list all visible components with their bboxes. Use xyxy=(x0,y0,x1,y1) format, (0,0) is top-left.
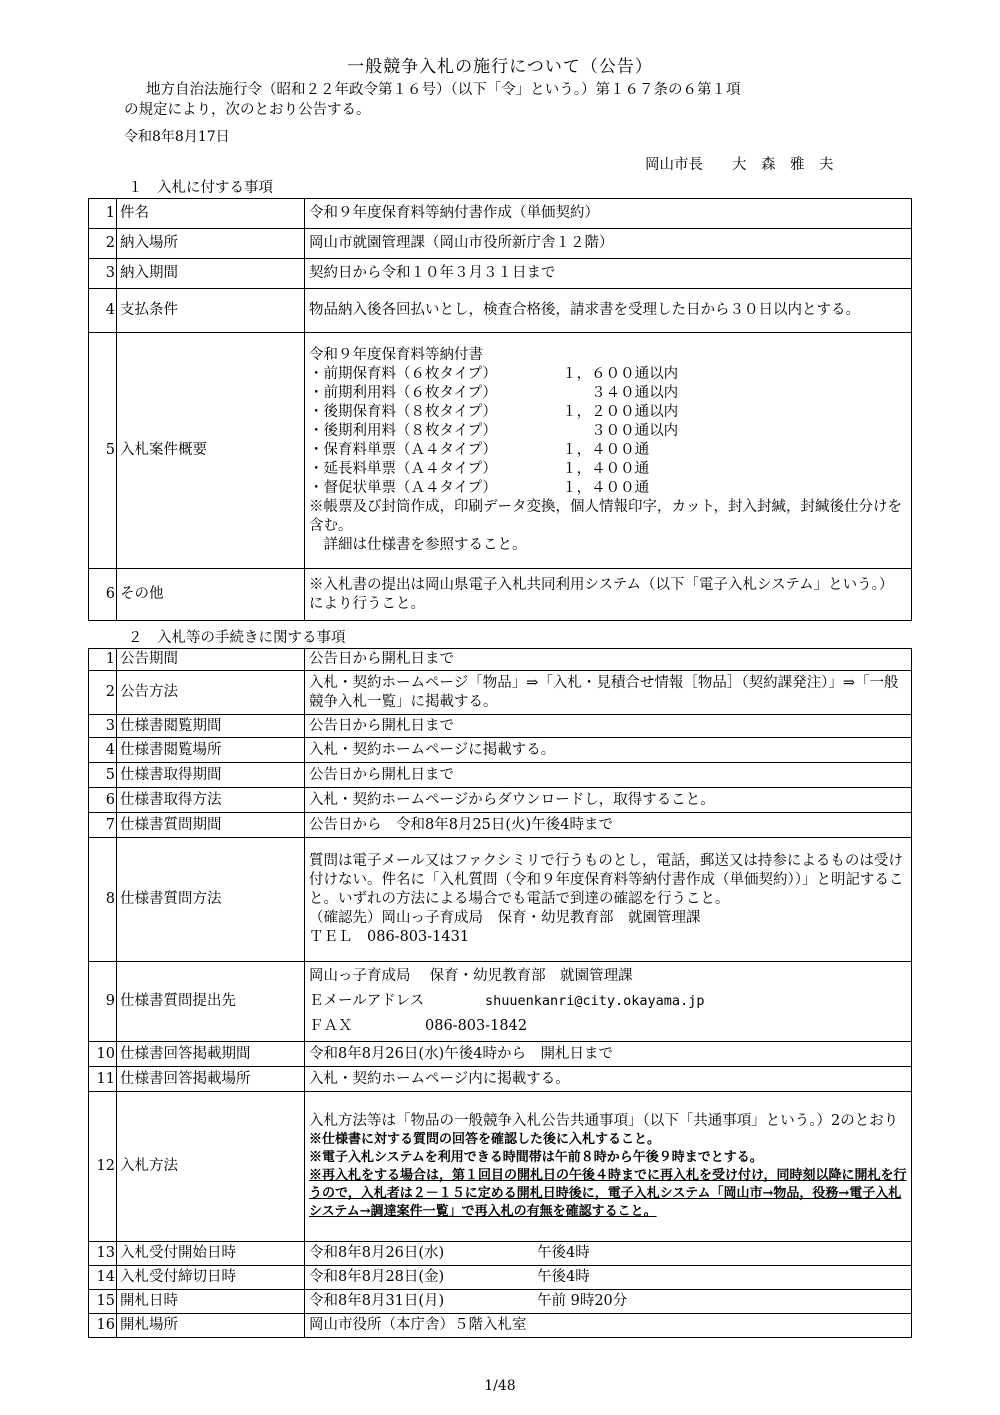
table-row xyxy=(89,259,912,289)
section-1-heading: １ 入札に付する事項 xyxy=(128,180,273,196)
row-number: 4 xyxy=(89,738,117,763)
section-1-table xyxy=(88,198,912,621)
row-content: 令和8年8月26日(水)午後4時から 開札日まで xyxy=(305,1042,912,1067)
signer: 岡山市長 大 森 雅 夫 xyxy=(645,157,834,173)
row-content: 公告日から開札日まで xyxy=(305,763,912,788)
row-content xyxy=(305,962,912,1042)
row-number: 16 xyxy=(89,1314,117,1338)
email-address: shuuenkanri@city.okayama.jp xyxy=(485,993,705,1009)
row-number: 15 xyxy=(89,1290,117,1314)
row-content xyxy=(305,1290,912,1314)
row-label: 納入場所 xyxy=(117,229,305,259)
row-number: 13 xyxy=(89,1242,117,1266)
row-content: 岡山市就園管理課（岡山市役所新庁舎１２階） xyxy=(305,229,912,259)
row-content: 入札・契約ホームページに掲載する。 xyxy=(305,738,912,763)
intro-paragraph xyxy=(124,80,914,120)
table-row xyxy=(89,1242,912,1266)
bid-note-3: ※再入札をする場合は，第１回目の開札日の午後４時までに再入札を受け付け，同時刻以降に開札を行うので，入札者は２－１５に定める開札日時後に，電子入札システム「岡山市→物品，役務→電子入札システム→調達案件一覧」で再入札の有無を確認すること。 xyxy=(309,1168,907,1219)
table-row xyxy=(89,838,912,962)
notice-date: 令和8年8月17日 xyxy=(124,129,230,145)
section-2-table xyxy=(88,648,912,1338)
table-row xyxy=(89,229,912,259)
intro-line-2: の規定により，次のとおり公告する。 xyxy=(124,102,371,118)
row-label: 仕様書閲覧場所 xyxy=(117,738,305,763)
table-row xyxy=(89,1092,912,1242)
page-number: 1/48 xyxy=(484,1378,516,1394)
row-number: 6 xyxy=(89,569,117,621)
row-content: 契約日から令和１０年３月３１日まで xyxy=(305,259,912,289)
opening-date: 令和8年8月31日(月) xyxy=(309,1293,445,1309)
table-row xyxy=(89,289,912,333)
row-content: 令和９年度保育料等納付書 ・前期保育料（６枚タイプ） １，６００通以内 ・前期利用料（６枚タイプ） ３４０通以内 ・後期保育料（８枚タイプ） １，２００通以内 ・後期利用料（８枚タイプ） ３００通以内 ・保育料単票（Ａ４タイプ） １，４００通 ・延長料単票（Ａ４タイプ） １，４００通 ・督促状単票（Ａ４タイプ） １，４００通 ※帳票及び封筒作成，印刷データ変換，個人情報印字，カット，封入封緘，封緘後仕分けを含む。 詳細は仕様書を参照すること。 xyxy=(305,333,912,569)
row-number: 2 xyxy=(89,671,117,715)
bid-note-2: ※電子入札システムを利用できる時間帯は午前８時から午後９時までとする。 xyxy=(309,1150,763,1165)
row-number: 2 xyxy=(89,229,117,259)
table-row xyxy=(89,763,912,788)
table-row xyxy=(89,199,912,229)
row-content: 質問は電子メール又はファクシミリで行うものとし，電話，郵送又は持参によるものは受け付けない。件名に「入札質問（令和９年度保育料等納付書作成（単価契約））」と明記すること。いずれの方法による場合でも電話で到達の確認を行うこと。 （確認先）岡山っ子育成局 保育・幼児教育部 就園管理課 ＴＥＬ 086-803-1431 xyxy=(305,838,912,962)
section-2-heading: ２ 入札等の手続きに関する事項 xyxy=(128,630,346,646)
row-label: 開札場所 xyxy=(117,1314,305,1338)
fax-label: ＦＡＸ xyxy=(309,1018,353,1034)
row-number: 6 xyxy=(89,788,117,813)
row-number: 8 xyxy=(89,838,117,962)
row-label: 件名 xyxy=(117,199,305,229)
row-label: 仕様書回答掲載場所 xyxy=(117,1067,305,1092)
row-label: 開札日時 xyxy=(117,1290,305,1314)
row-label: 仕様書質問期間 xyxy=(117,813,305,838)
row-content xyxy=(305,1266,912,1290)
table-row xyxy=(89,1290,912,1314)
row-label: 仕様書質問提出先 xyxy=(117,962,305,1042)
intro-line-1: 地方自治法施行令（昭和２２年政令第１６号）（以下「令」という。）第１６７条の６第１項 xyxy=(146,82,741,98)
opening-time: 午前 9時20分 xyxy=(537,1293,628,1309)
row-number: 9 xyxy=(89,962,117,1042)
row-number: 10 xyxy=(89,1042,117,1067)
row-content xyxy=(305,1242,912,1266)
row-content: 入札・契約ホームページからダウンロードし，取得すること。 xyxy=(305,788,912,813)
row-number: 5 xyxy=(89,763,117,788)
bid-method-text: 入札方法等は「物品の一般競争入札公告共通事項」（以下「共通事項」という。）2のとおり xyxy=(309,1113,899,1129)
row-number: 14 xyxy=(89,1266,117,1290)
row-content: 令和９年度保育料等納付書作成（単価契約） xyxy=(305,199,912,229)
table-row xyxy=(89,1042,912,1067)
row-content xyxy=(305,1092,912,1242)
deadline-date: 令和8年8月28日(金) xyxy=(309,1269,445,1285)
table-row xyxy=(89,1067,912,1092)
table-row xyxy=(89,333,912,569)
row-label: 仕様書閲覧期間 xyxy=(117,715,305,738)
row-label: 入札案件概要 xyxy=(117,333,305,569)
row-label: 公告期間 xyxy=(117,649,305,671)
row-number: 3 xyxy=(89,259,117,289)
row-label: 仕様書取得期間 xyxy=(117,763,305,788)
row-content: 公告日から開札日まで xyxy=(305,715,912,738)
contact-department: 岡山っ子育成局 保育・幼児教育部 就園管理課 xyxy=(309,968,633,984)
table-row xyxy=(89,569,912,621)
row-label: 入札方法 xyxy=(117,1092,305,1242)
table-row xyxy=(89,649,912,671)
row-label: 支払条件 xyxy=(117,289,305,333)
row-content: 入札・契約ホームページ内に掲載する。 xyxy=(305,1067,912,1092)
fax-line xyxy=(309,1014,907,1039)
page-title: 一般競争入札の施行について（公告） xyxy=(347,57,653,77)
row-number: 1 xyxy=(89,199,117,229)
row-number: 5 xyxy=(89,333,117,569)
table-row xyxy=(89,813,912,838)
row-content: 公告日から 令和8年8月25日(火)午後4時まで xyxy=(305,813,912,838)
fax-number: 086-803-1842 xyxy=(425,1018,528,1034)
row-content: 岡山市役所（本庁舎）５階入札室 xyxy=(305,1314,912,1338)
row-label: 仕様書質問方法 xyxy=(117,838,305,962)
row-label: 入札受付開始日時 xyxy=(117,1242,305,1266)
table-row xyxy=(89,738,912,763)
row-number: 11 xyxy=(89,1067,117,1092)
table-row xyxy=(89,671,912,715)
row-content: 入札・契約ホームページ「物品」⇒「入札・見積合せ情報［物品］（契約課発注）」⇒「一般競争入札一覧」に掲載する。 xyxy=(305,671,912,715)
row-content: 物品納入後各回払いとし，検査合格後，請求書を受理した日から３０日以内とする。 xyxy=(305,289,912,333)
table-row xyxy=(89,962,912,1042)
bid-note-1: ※仕様書に対する質問の回答を確認した後に入札すること。 xyxy=(309,1132,661,1147)
row-label: 仕様書回答掲載期間 xyxy=(117,1042,305,1067)
start-date: 令和8年8月26日(水) xyxy=(309,1245,445,1261)
start-time: 午後4時 xyxy=(537,1245,590,1261)
table-row xyxy=(89,788,912,813)
email-label: Ｅメールアドレス xyxy=(309,993,425,1009)
email-line xyxy=(309,989,907,1014)
row-number: 3 xyxy=(89,715,117,738)
row-label: 仕様書取得方法 xyxy=(117,788,305,813)
row-label: 公告方法 xyxy=(117,671,305,715)
table-row xyxy=(89,1314,912,1338)
row-number: 1 xyxy=(89,649,117,671)
table-row xyxy=(89,715,912,738)
row-number: 4 xyxy=(89,289,117,333)
row-label: 納入期間 xyxy=(117,259,305,289)
table-row xyxy=(89,1266,912,1290)
row-number: 7 xyxy=(89,813,117,838)
row-content: 公告日から開札日まで xyxy=(305,649,912,671)
row-label: 入札受付締切日時 xyxy=(117,1266,305,1290)
row-content: ※入札書の提出は岡山県電子入札共同利用システム（以下「電子入札システム」という。）により行うこと。 xyxy=(305,569,912,621)
row-number: 12 xyxy=(89,1092,117,1242)
deadline-time: 午後4時 xyxy=(537,1269,590,1285)
row-label: その他 xyxy=(117,569,305,621)
